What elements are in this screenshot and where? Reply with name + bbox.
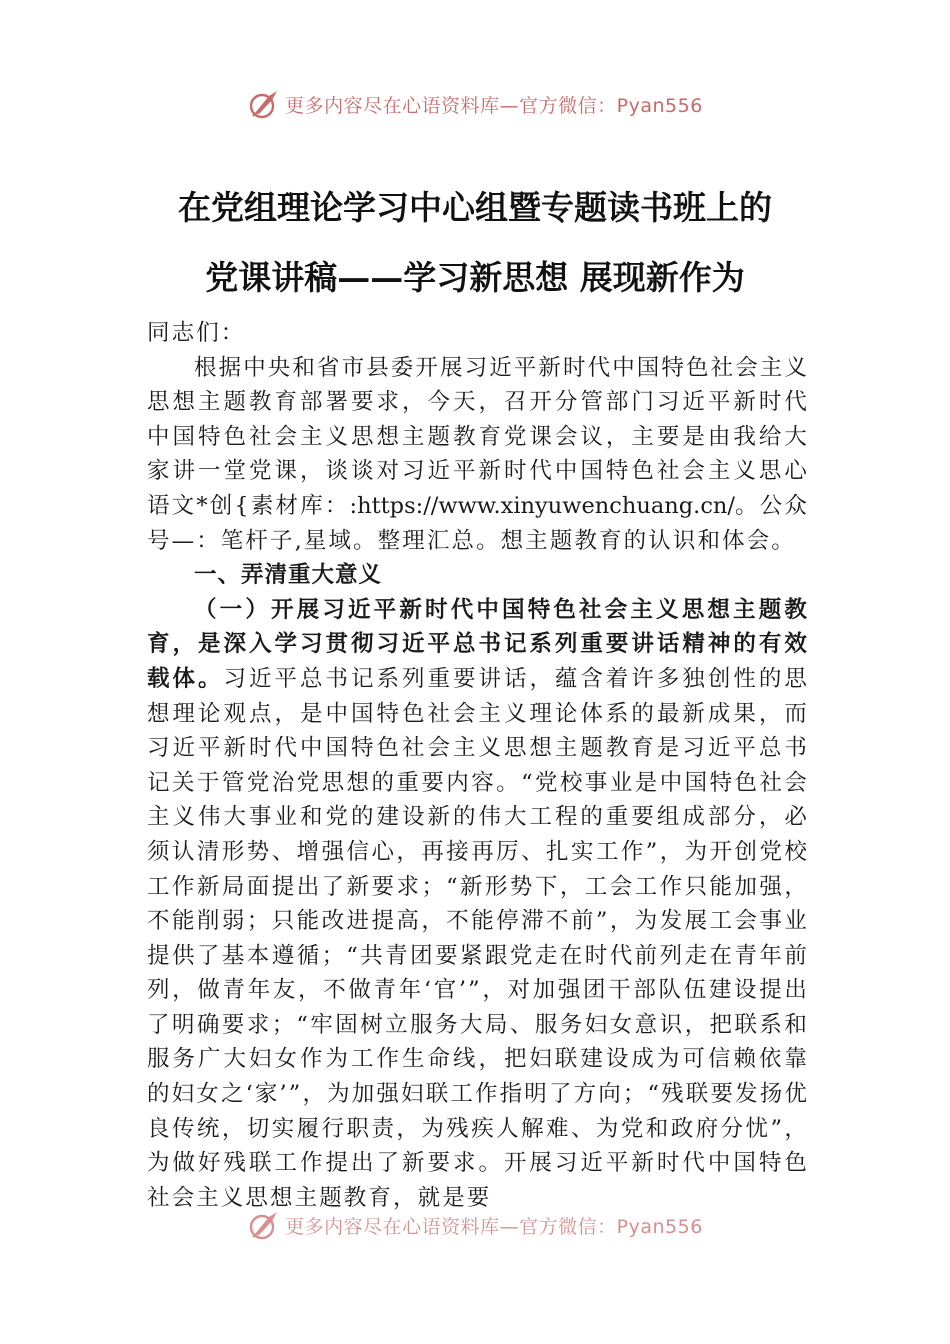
document-body	[147, 316, 809, 1215]
watermark-text: 更多内容尽在心语资料库—官方微信：Pyan556	[285, 94, 703, 117]
quill-logo-icon	[247, 87, 281, 121]
section-1-paragraph	[147, 593, 809, 1216]
section-heading-1: 一、弄清重大意义	[194, 562, 383, 589]
intro-text-part-1: 根据中央和省市县委开展习近平新时代中国特色社会主义思想主题教育部署要求，今天，召开分管部门习近平新时代中国特色社会主义思想主题教育党课会议，主要是由我给大家讲一堂党课，谈谈对习近平新时代中国特色社会主义思心语文*创{素材库：	[147, 354, 810, 519]
watermark-text: 更多内容尽在心语资料库—官方微信：Pyan556	[285, 1215, 703, 1238]
subsection-lead: （一）开展习近平新时代中国特色社会主义思想主题教育，是深入学习贯彻习近平总书记系列重要讲话精神的有效载体。	[147, 596, 809, 692]
intro-paragraph	[147, 351, 809, 559]
subsection-body: 习近平总书记系列重要讲话，蕴含着许多独创性的思想理论观点，是中国特色社会主义理论体系的最新成果，而习近平新时代中国特色社会主义思想主题教育是习近平总书记关于管党治党思想的重要内容。“党校事业是中国特色社会主义伟大事业和党的建设新的伟大工程的重要组成部分，必须认清形势、增强信心，再接再厉、扎实工作”，为开创党校工作新局面提出了新要求；“新形势下，工会工作只能加强，不能削弱；只能改进提高，不能停滞不前”，为发展工会事业提供了基本遵循；“共青团要紧跟党走在时代前列走在青年前列，做青年友，不做青年‘官’”，对加强团干部队伍建设提出了明确要求；“牢固树立服务大局、服务妇女意识，把联系和服务广大妇女作为工作生命线，把妇联建设成为可信赖依靠的妇女之‘家’”，为加强妇联工作指明了方向；“残联要发扬优良传统，切实履行职责，为残疾人解难、为党和政府分忧”，为做好残联工作提出了新要求。开展习近平新时代中国特色社会主义思想主题教育，就是要	[147, 665, 809, 1211]
watermark-header	[0, 84, 950, 124]
document-title-line-1: 在党组理论学习中心组暨专题读书班上的	[178, 188, 772, 227]
quill-logo-icon	[247, 1208, 281, 1242]
greeting: 同志们：	[147, 320, 246, 346]
watermark-footer	[0, 1205, 950, 1245]
document-title-line-2: 党课讲稿——学习新思想 展现新作为	[205, 258, 745, 297]
intro-text-part-2: 。公众号—：笔杆子,星域。整理汇总。想主题教育的认识和体会。	[147, 492, 809, 554]
intro-url: :https://www.xinyuwenchuang.cn/	[349, 492, 735, 519]
